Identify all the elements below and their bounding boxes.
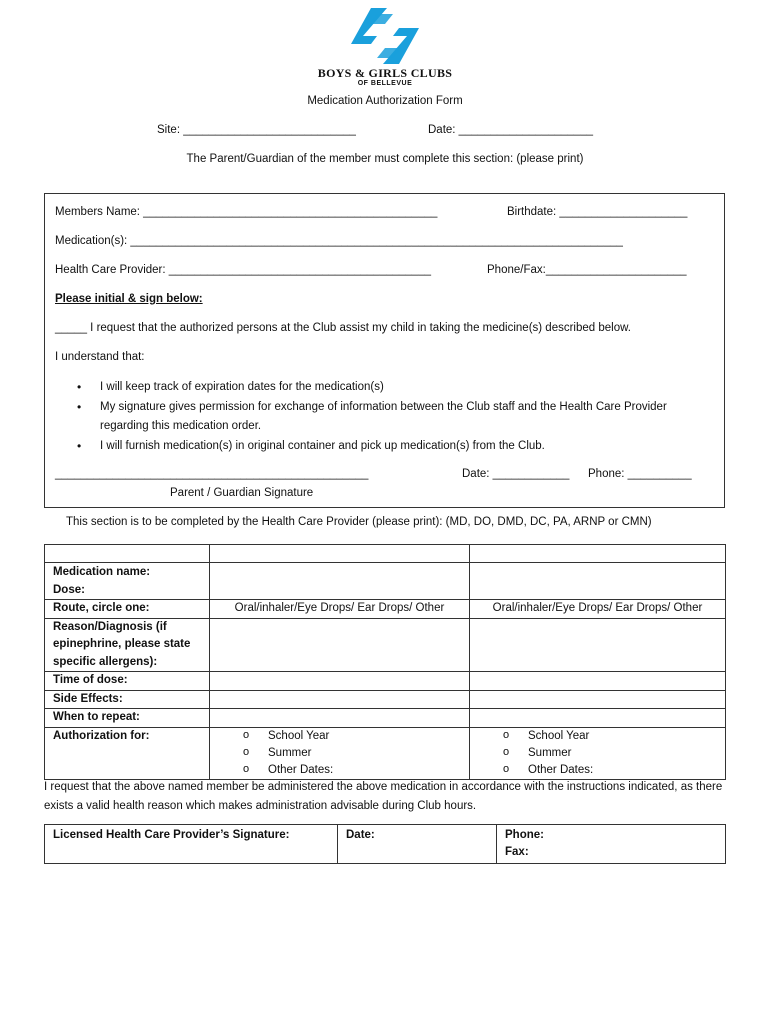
route-options-1[interactable]: Oral/inhaler/Eye Drops/ Ear Drops/ Other [210, 600, 470, 619]
hcp-date-field[interactable] [338, 825, 497, 864]
table-row [45, 690, 726, 709]
hcp-phone-label: Phone: [505, 829, 544, 841]
parent-date-field[interactable]: Date: ____________ [462, 468, 570, 480]
handshake-logo-icon [347, 6, 423, 66]
table-row [45, 709, 726, 728]
members-name-field[interactable]: Members Name: ______________________________________________ [55, 206, 438, 218]
table-row [45, 727, 726, 779]
side-effects-label: Side Effects: [45, 690, 210, 709]
time-cell-1[interactable] [210, 672, 470, 691]
table-row [45, 563, 726, 600]
table-row [45, 825, 726, 864]
hcp-fax-label: Fax: [505, 846, 529, 858]
other-dates-option[interactable]: o Other Dates: [218, 762, 465, 779]
other-dates-option[interactable]: o Other Dates: [478, 762, 721, 779]
authorization-options-2[interactable] [470, 727, 726, 779]
parent-section-box [44, 193, 725, 508]
parent-signature-label: Parent / Guardian Signature [170, 487, 314, 499]
medication-name-label [45, 563, 210, 600]
route-options-2[interactable]: Oral/inhaler/Eye Drops/ Ear Drops/ Other [470, 600, 726, 619]
org-subtitle: OF BELLEVUE [357, 80, 413, 87]
hcp-table [44, 544, 726, 780]
when-to-repeat-label: When to repeat: [45, 709, 210, 728]
parent-phone-field[interactable]: Phone: __________ [588, 468, 692, 480]
birthdate-field[interactable]: Birthdate: ____________________ [507, 206, 688, 218]
authorization-label: Authorization for: [45, 727, 210, 779]
header-date-field[interactable]: Date: _____________________ [428, 124, 593, 136]
org-logo [0, 6, 770, 66]
hcp-signature-field[interactable] [45, 825, 338, 864]
school-year-option[interactable]: o School Year [218, 728, 465, 745]
table-cell [45, 545, 210, 563]
hcp-intro: This section is to be completed by the Health Care Provider (please print): (MD, DO, DMD, DC, PA, ARNP or CMN) [66, 516, 652, 528]
phone-fax-field[interactable]: Phone/Fax:______________________ [487, 264, 687, 276]
hcp-phone-fax-field[interactable] [497, 825, 726, 864]
reason-label: Reason/Diagnosis (if epinephrine, please state specific allergens): [45, 618, 210, 672]
table-cell[interactable] [210, 545, 470, 563]
table-row [45, 618, 726, 672]
time-of-dose-label: Time of dose: [45, 672, 210, 691]
route-label: Route, circle one: [45, 600, 210, 619]
medications-field[interactable]: Medication(s): _____________________________________________________________________________ [55, 235, 623, 247]
hcp-signature-table [44, 824, 726, 864]
reason-cell-2[interactable] [470, 618, 726, 672]
parent-instruction: The Parent/Guardian of the member must complete this section: (please print) [186, 153, 584, 165]
authorization-options-1[interactable] [210, 727, 470, 779]
table-row [45, 672, 726, 691]
table-cell[interactable] [470, 545, 726, 563]
repeat-cell-1[interactable] [210, 709, 470, 728]
request-initial-field[interactable]: _____ I request that the authorized persons at the Club assist my child in taking the medicine(s) described below. [55, 322, 631, 334]
repeat-cell-2[interactable] [470, 709, 726, 728]
hcp-date-label: Date: [346, 829, 375, 841]
hcp-signature-label: Licensed Health Care Provider’s Signature: [53, 829, 290, 841]
side-effects-cell-2[interactable] [470, 690, 726, 709]
summer-option[interactable]: o Summer [478, 745, 721, 762]
understand-label: I understand that: [55, 351, 145, 363]
list-item: • I will furnish medication(s) in original container and pick up medication(s) from the Club. [55, 437, 675, 457]
side-effects-cell-1[interactable] [210, 690, 470, 709]
reason-cell-1[interactable] [210, 618, 470, 672]
medication-name-text: Medication name: [53, 566, 151, 578]
dose-label: Dose: [53, 583, 85, 596]
form-title: Medication Authorization Form [307, 95, 463, 107]
summer-option[interactable]: o Summer [218, 745, 465, 762]
table-row [45, 545, 726, 563]
time-cell-2[interactable] [470, 672, 726, 691]
initial-sign-heading: Please initial & sign below: [55, 293, 203, 305]
health-care-provider-field[interactable]: Health Care Provider: _________________________________________ [55, 264, 431, 276]
understanding-list [55, 378, 675, 456]
site-field[interactable]: Site: ___________________________ [157, 124, 356, 136]
list-item: • My signature gives permission for exchange of information between the Club staff and the Health Care Provider regarding this medication order. [55, 398, 675, 437]
medication-cell-1[interactable] [210, 563, 470, 600]
medication-cell-2[interactable] [470, 563, 726, 600]
org-name: BOYS & GIRLS CLUBS [317, 66, 453, 80]
hcp-closing-statement: I request that the above named member be administered the above medication in accordance with the instructions indicated, as there exists a valid health reason which makes administration advisable during Club hours. [44, 781, 723, 812]
table-row [45, 600, 726, 619]
list-item: • I will keep track of expiration dates for the medication(s) [55, 378, 675, 398]
parent-signature-field[interactable]: _________________________________________________ [55, 468, 369, 480]
school-year-option[interactable]: o School Year [478, 728, 721, 745]
